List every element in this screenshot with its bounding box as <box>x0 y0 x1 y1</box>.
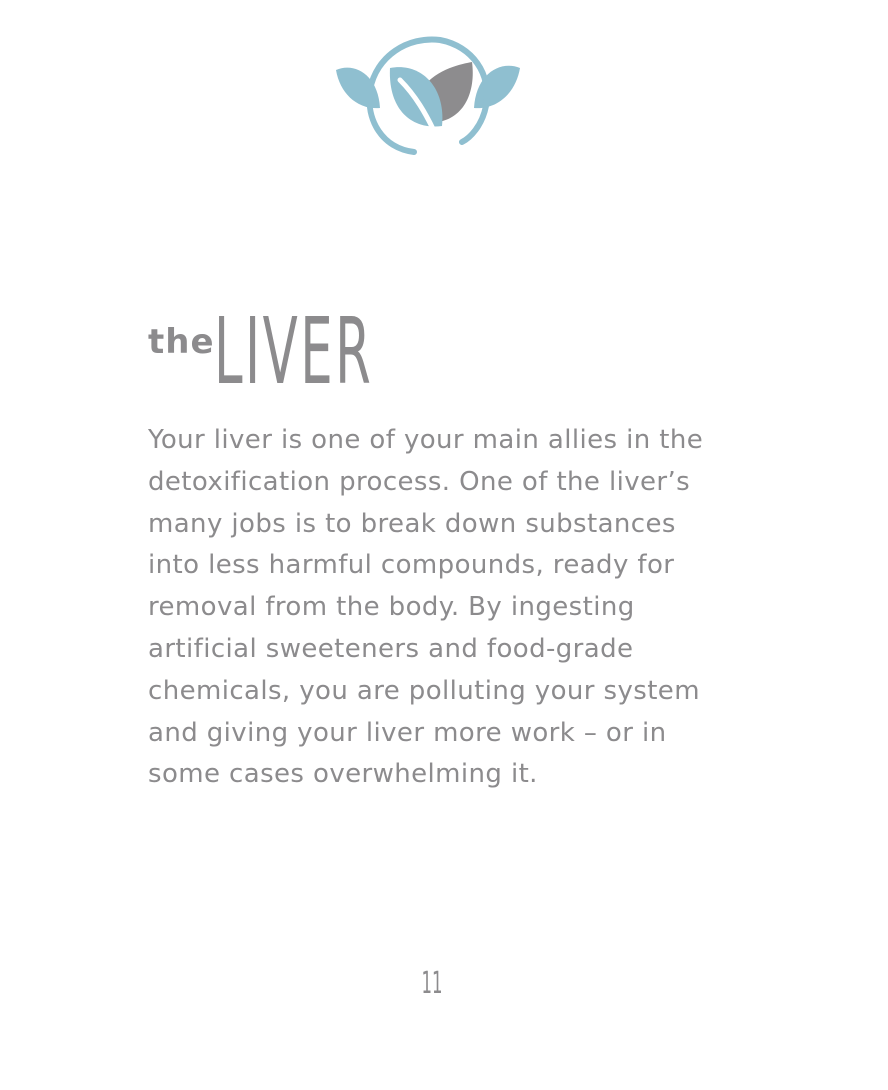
body-line: into less harmful compounds, ready for <box>148 550 675 581</box>
body-line: detoxification process. One of the liver’s <box>148 466 691 497</box>
body-line: some cases overwhelming it. <box>148 759 538 790</box>
body-line: and giving your liver more work – or in <box>148 717 667 748</box>
body-line: Your liver is one of your main allies in the <box>148 425 704 455</box>
body-line: chemicals, you are polluting your system <box>148 675 700 706</box>
page-number: 11 <box>421 966 443 1001</box>
leaf-circle-logo-icon <box>330 30 526 160</box>
body-line: many jobs is to break down substances <box>148 508 676 539</box>
body-paragraph <box>148 420 748 796</box>
body-line: removal from the body. By ingesting <box>148 592 635 623</box>
title-prefix: the <box>148 322 215 362</box>
body-line: artificial sweeteners and food-grade <box>148 633 634 664</box>
title-main: LIVER <box>214 298 374 405</box>
